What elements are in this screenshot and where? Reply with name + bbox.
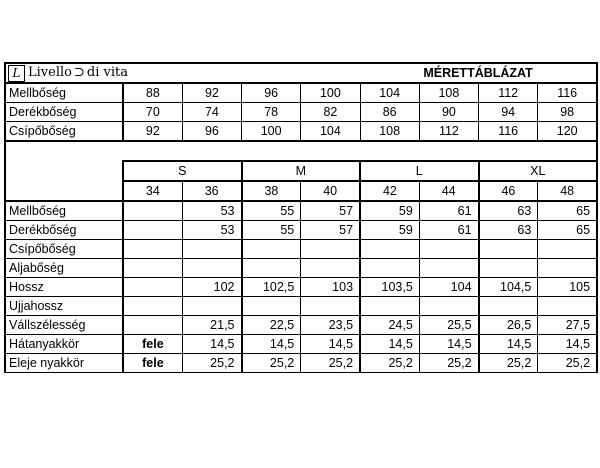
note-cell (123, 297, 182, 316)
size-number: 36 (182, 181, 241, 201)
cell: 53 (182, 221, 241, 240)
cell: 22,5 (242, 316, 301, 335)
cell: 25,2 (538, 354, 597, 373)
cell: 104 (301, 122, 360, 142)
brand-name: Livello (28, 65, 72, 80)
row-label: Csípőbőség (5, 240, 123, 259)
row-label: Aljabőség (5, 259, 123, 278)
cell: 55 (242, 201, 301, 221)
cell (360, 259, 419, 278)
cell: 55 (242, 221, 301, 240)
row-label: Ujjahossz (5, 297, 123, 316)
cell: 63 (479, 221, 538, 240)
size-label: XL (479, 161, 598, 181)
row-label: Mellbőség (5, 83, 123, 103)
measurement-row (5, 240, 597, 259)
cell: 25,2 (301, 354, 360, 373)
cell: 14,5 (538, 335, 597, 354)
table1-row (5, 83, 597, 103)
size-number: 38 (242, 181, 301, 201)
cell (419, 240, 478, 259)
measurement-row (5, 221, 597, 240)
cell: 14,5 (479, 335, 538, 354)
cell: 92 (123, 122, 182, 142)
note-cell: fele (123, 354, 182, 373)
cell: 59 (360, 201, 419, 221)
cell: 105 (538, 278, 597, 297)
size-letter-row (5, 161, 597, 181)
note-cell (123, 316, 182, 335)
cell (242, 297, 301, 316)
cell: 70 (123, 103, 182, 122)
size-number: 44 (419, 181, 478, 201)
cell (538, 240, 597, 259)
cell: 14,5 (182, 335, 241, 354)
cell: 96 (182, 122, 241, 142)
cell: 103,5 (360, 278, 419, 297)
cell: 100 (242, 122, 301, 142)
cell: 92 (182, 83, 241, 103)
cell (242, 240, 301, 259)
cell: 24,5 (360, 316, 419, 335)
cell: 14,5 (419, 335, 478, 354)
cell: 57 (301, 221, 360, 240)
cell: 25,2 (182, 354, 241, 373)
cell: 61 (419, 221, 478, 240)
note-cell (123, 259, 182, 278)
measurement-rows (5, 201, 597, 373)
cell: 65 (538, 221, 597, 240)
cell: 74 (182, 103, 241, 122)
cell: 78 (242, 103, 301, 122)
cell: 108 (419, 83, 478, 103)
cell: 96 (242, 83, 301, 103)
cell: 102 (182, 278, 241, 297)
cell: 59 (360, 221, 419, 240)
cell (301, 259, 360, 278)
note-cell: fele (123, 335, 182, 354)
cell: 57 (301, 201, 360, 221)
cell (242, 259, 301, 278)
size-label: L (360, 161, 479, 181)
note-cell (123, 201, 182, 221)
cell: 25,2 (242, 354, 301, 373)
cell: 104 (360, 83, 419, 103)
cell: 104,5 (479, 278, 538, 297)
cell (182, 259, 241, 278)
cell: 25,2 (419, 354, 478, 373)
cell: 27,5 (538, 316, 597, 335)
cell: 116 (479, 122, 538, 142)
size-label: S (123, 161, 242, 181)
cell (182, 297, 241, 316)
cell (419, 297, 478, 316)
cell (360, 297, 419, 316)
cell: 14,5 (242, 335, 301, 354)
header-row (5, 63, 597, 83)
cell: 26,5 (479, 316, 538, 335)
note-cell (123, 278, 182, 297)
table1-row (5, 103, 597, 122)
cell: 94 (479, 103, 538, 122)
cell (360, 240, 419, 259)
cell (182, 240, 241, 259)
row-label: Vállszélesség (5, 316, 123, 335)
measurement-row (5, 335, 597, 354)
cell: 100 (301, 83, 360, 103)
cell (479, 259, 538, 278)
cell: 90 (419, 103, 478, 122)
row-label: Hossz (5, 278, 123, 297)
cell (538, 259, 597, 278)
cell: 14,5 (301, 335, 360, 354)
cell: 25,2 (479, 354, 538, 373)
cell: 25,5 (419, 316, 478, 335)
cell: 82 (301, 103, 360, 122)
size-chart-table (4, 62, 598, 373)
note-cell (123, 221, 182, 240)
cell: 21,5 (182, 316, 241, 335)
page-title: MÉRETTÁBLÁZAT (360, 63, 597, 83)
cell: 14,5 (360, 335, 419, 354)
cell: 98 (538, 103, 597, 122)
cell: 116 (538, 83, 597, 103)
cell: 88 (123, 83, 182, 103)
size-number: 48 (538, 181, 597, 201)
cell: 112 (419, 122, 478, 142)
brand-logo-icon: L (8, 65, 25, 82)
cell: 23,5 (301, 316, 360, 335)
spacer-row (5, 141, 597, 161)
brand-cell (5, 63, 182, 83)
cell: 120 (538, 122, 597, 142)
cell: 104 (419, 278, 478, 297)
table1-row (5, 122, 597, 142)
cell (479, 240, 538, 259)
size-number: 46 (479, 181, 538, 201)
cell (538, 297, 597, 316)
cell: 61 (419, 201, 478, 221)
row-label: Derékbőség (5, 103, 123, 122)
cell: 86 (360, 103, 419, 122)
cell: 25,2 (360, 354, 419, 373)
cell: 112 (479, 83, 538, 103)
row-label: Eleje nyakkör (5, 354, 123, 373)
size-number: 34 (123, 181, 182, 201)
row-label: Csípőbőség (5, 122, 123, 142)
numeric-size-row (5, 181, 597, 201)
row-label: Derékbőség (5, 221, 123, 240)
cell (479, 297, 538, 316)
cell: 63 (479, 201, 538, 221)
measurement-row (5, 297, 597, 316)
measurement-row (5, 316, 597, 335)
cell: 103 (301, 278, 360, 297)
cell: 108 (360, 122, 419, 142)
measurement-row (5, 259, 597, 278)
cell: 53 (182, 201, 241, 221)
cell: 102,5 (242, 278, 301, 297)
cell: 65 (538, 201, 597, 221)
cell (419, 259, 478, 278)
brand-tagline: di vita (86, 65, 128, 80)
cell (301, 240, 360, 259)
size-number: 42 (360, 181, 419, 201)
row-label: Hátanyakkör (5, 335, 123, 354)
measurement-row (5, 354, 597, 373)
measurement-row (5, 201, 597, 221)
measurement-row (5, 278, 597, 297)
cell (301, 297, 360, 316)
size-label: M (242, 161, 361, 181)
row-label: Mellbőség (5, 201, 123, 221)
size-number: 40 (301, 181, 360, 201)
brand-logo: L Livello ⊃ di vita (8, 64, 180, 82)
note-cell (123, 240, 182, 259)
